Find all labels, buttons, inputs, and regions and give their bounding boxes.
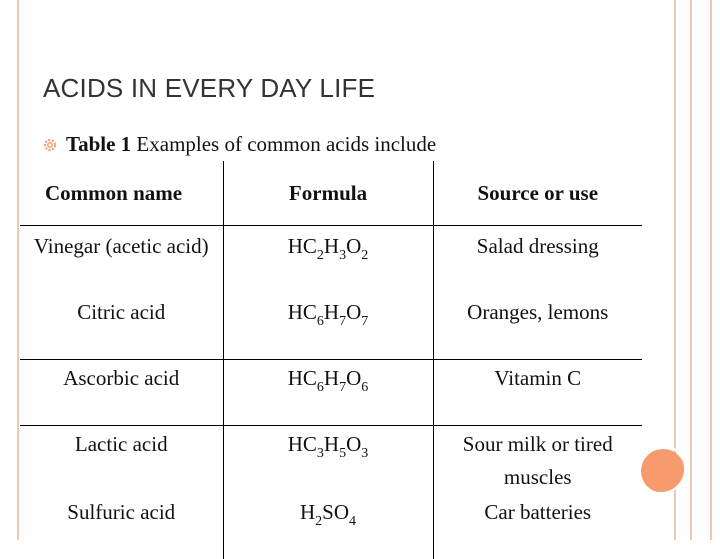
formula-element: H [323, 234, 340, 258]
cell-common-name: Citric acid [20, 294, 223, 360]
formula-subscript: 3 [339, 248, 347, 263]
cell-formula [223, 226, 433, 295]
formula-element: HC [287, 234, 317, 258]
cell-source: Salad dressing [433, 226, 642, 295]
formula-element: HC [287, 432, 317, 456]
formula-element: HC [287, 366, 317, 390]
cell-source: Sour milk or tired muscles [433, 426, 642, 495]
cell-common-name: Sulfuric acid [67, 500, 176, 524]
formula-element: O [346, 300, 362, 324]
formula-element: SO [322, 500, 350, 524]
formula-element: H [323, 432, 340, 456]
formula-subscript: 6 [316, 380, 324, 395]
table-row [20, 294, 642, 360]
slide-title: ACIDS IN EVERY DAY LIFE [43, 73, 376, 103]
table-row [20, 226, 642, 295]
formula-element: H [323, 366, 340, 390]
bullet-bold-label: Table 1 [66, 132, 132, 156]
formula-subscript: 6 [316, 314, 324, 329]
formula-subscript: 7 [339, 380, 347, 395]
table-row [20, 426, 642, 495]
cell-common-name: Lactic acid [74, 432, 168, 456]
acids-table [20, 161, 642, 559]
table-row [20, 494, 642, 559]
formula-element: H [323, 300, 340, 324]
table-row [20, 360, 642, 426]
right-decorative-line [710, 0, 712, 540]
cell-formula [223, 494, 433, 559]
table-header-row [20, 161, 642, 226]
cell-formula [223, 360, 433, 426]
formula-subscript: 4 [349, 514, 357, 529]
formula-subscript: 2 [316, 248, 324, 263]
formula-subscript: 7 [339, 314, 347, 329]
formula-element: O [346, 234, 362, 258]
formula-element: O [346, 366, 362, 390]
gear-bullet-icon [43, 138, 57, 152]
formula-subscript: 3 [361, 446, 369, 461]
formula-subscript: 2 [361, 248, 369, 263]
column-header: Formula [223, 161, 433, 226]
cell-source: Oranges, lemons [433, 294, 642, 360]
cell-source: Vitamin C [433, 360, 642, 426]
cell-source: Car batteries [433, 494, 642, 559]
formula-subscript: 2 [315, 514, 323, 529]
column-header: Common name [20, 161, 223, 226]
formula-element: O [346, 432, 362, 456]
right-decorative-line [690, 0, 692, 540]
formula-subscript: 7 [361, 314, 369, 329]
formula-element: H [299, 500, 316, 524]
bullet-text [66, 132, 436, 157]
formula-element: HC [287, 300, 317, 324]
cell-common-name: Vinegar (acetic acid) [33, 234, 209, 258]
cell-formula [223, 294, 433, 360]
cell-common-name: Ascorbic acid [20, 360, 223, 426]
left-decorative-frame [0, 0, 19, 540]
cell-formula [223, 426, 433, 495]
column-header: Source or use [433, 161, 642, 226]
formula-subscript: 5 [339, 446, 347, 461]
decorative-circle-ring [636, 444, 686, 494]
formula-subscript: 6 [361, 380, 369, 395]
formula-subscript: 3 [316, 446, 324, 461]
bullet-body: Examples of common acids include [131, 132, 437, 156]
